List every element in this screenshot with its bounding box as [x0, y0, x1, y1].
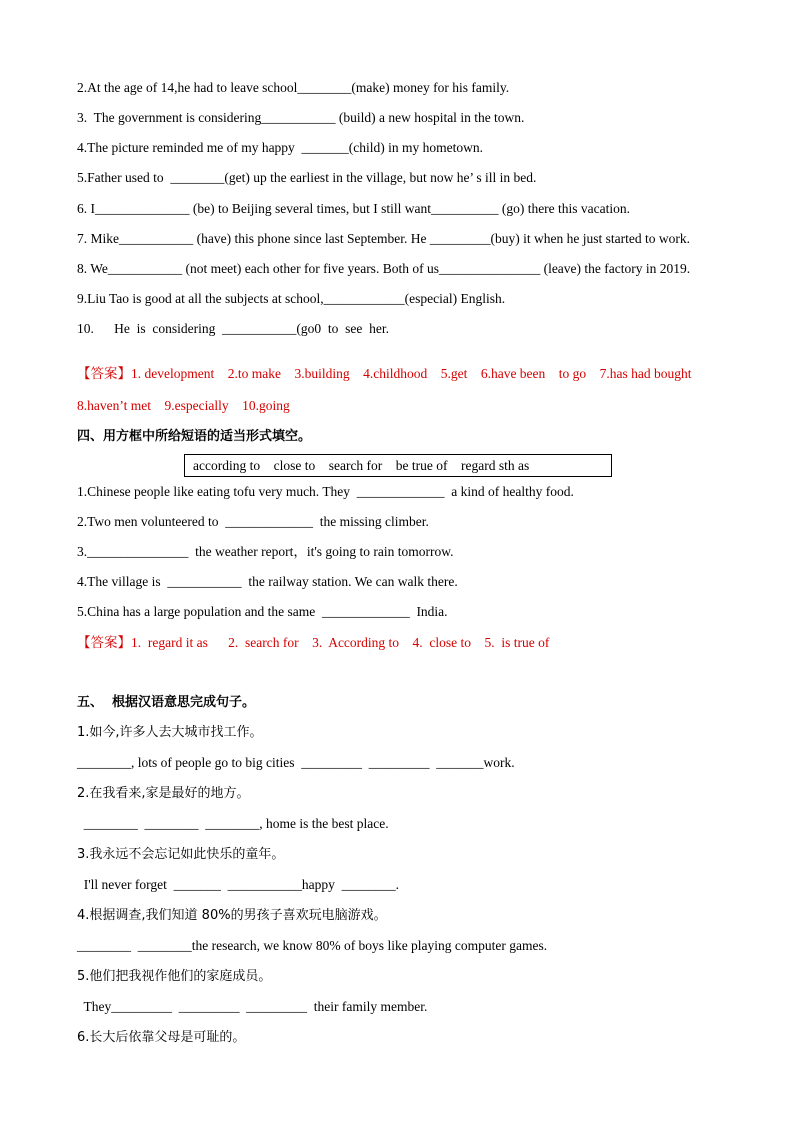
- s5-question-6-chinese: 6.长大后依靠父母是可耻的。: [77, 1030, 246, 1045]
- s5-question-3-chinese: 3.我永远不会忘记如此快乐的童年。: [77, 847, 285, 862]
- section-5-heading: 五、 根据汉语意思完成句子。: [77, 695, 256, 710]
- s5-question-4-chinese: 4.根据调查,我们知道 80%的男孩子喜欢玩电脑游戏。: [77, 908, 387, 923]
- s5-question-4-english: ________ ________the research, we know 80% of boys like playing computer games.: [77, 938, 548, 953]
- s5-question-2-english: ________ ________ ________, home is the best place.: [77, 816, 389, 831]
- s3-question-7: 7. Mike___________ (have) this phone since last September. He _________(buy) it when he just started to work.: [77, 231, 691, 246]
- s5-question-2-chinese: 2.在我看来,家是最好的地方。: [77, 786, 250, 801]
- s3-question-6: 6. I______________ (be) to Beijing several times, but I still want__________ (go) there this vacation.: [77, 201, 631, 216]
- s3-question-8: 8. We___________ (not meet) each other for five years. Both of us_______________ (leave) the factory in 2019.: [77, 261, 691, 276]
- s3-question-4: 4.The picture reminded me of my happy _______(child) in my hometown.: [77, 140, 484, 155]
- s3-question-3: 3. The government is considering___________ (build) a new hospital in the town.: [77, 110, 525, 125]
- s5-question-1-chinese: 1.如今,许多人去大城市找工作。: [77, 725, 263, 740]
- section-4-heading: 四、用方框中所给短语的适当形式填空。: [77, 429, 312, 444]
- s3-question-5: 5.Father used to ________(get) up the earliest in the village, but now he’ s ill in bed.: [77, 170, 537, 185]
- s4-question-4: 4.The village is ___________ the railway station. We can walk there.: [77, 574, 458, 589]
- s4-question-3: 3._______________ the weather report，it's going to rain tomorrow.: [77, 544, 454, 559]
- s4-answer: 【答案】1. regard it as 2. search for 3. According to 4. close to 5. is true of: [77, 635, 550, 650]
- s3-question-2: 2.At the age of 14,he had to leave school________(make) money for his family.: [77, 80, 510, 95]
- s3-answer-line-1: 【答案】1. development 2.to make 3.building 4.childhood 5.get 6.have been to go 7.has had bought: [77, 366, 692, 381]
- s5-question-3-english: I'll never forget _______ ___________happy ________.: [77, 877, 400, 892]
- s3-answer-line-2: 8.haven’t met 9.especially 10.going: [77, 398, 290, 413]
- phrase-box: according to close to search for be true of regard sth as: [184, 454, 612, 477]
- s4-question-2: 2.Two men volunteered to _____________ the missing climber.: [77, 514, 429, 529]
- s3-question-9: 9.Liu Tao is good at all the subjects at school,____________(especial) English.: [77, 291, 506, 306]
- s3-question-10: 10. He is considering ___________(go0 to see her.: [77, 321, 389, 336]
- s5-question-1-english: ________, lots of people go to big cities _________ _________ _______work.: [77, 755, 515, 770]
- s4-question-5: 5.China has a large population and the same _____________ India.: [77, 604, 448, 619]
- s5-question-5-english: They_________ _________ _________ their family member.: [77, 999, 428, 1014]
- s4-question-1: 1.Chinese people like eating tofu very much. They _____________ a kind of healthy food.: [77, 484, 574, 499]
- s5-question-5-chinese: 5.他们把我视作他们的家庭成员。: [77, 969, 272, 984]
